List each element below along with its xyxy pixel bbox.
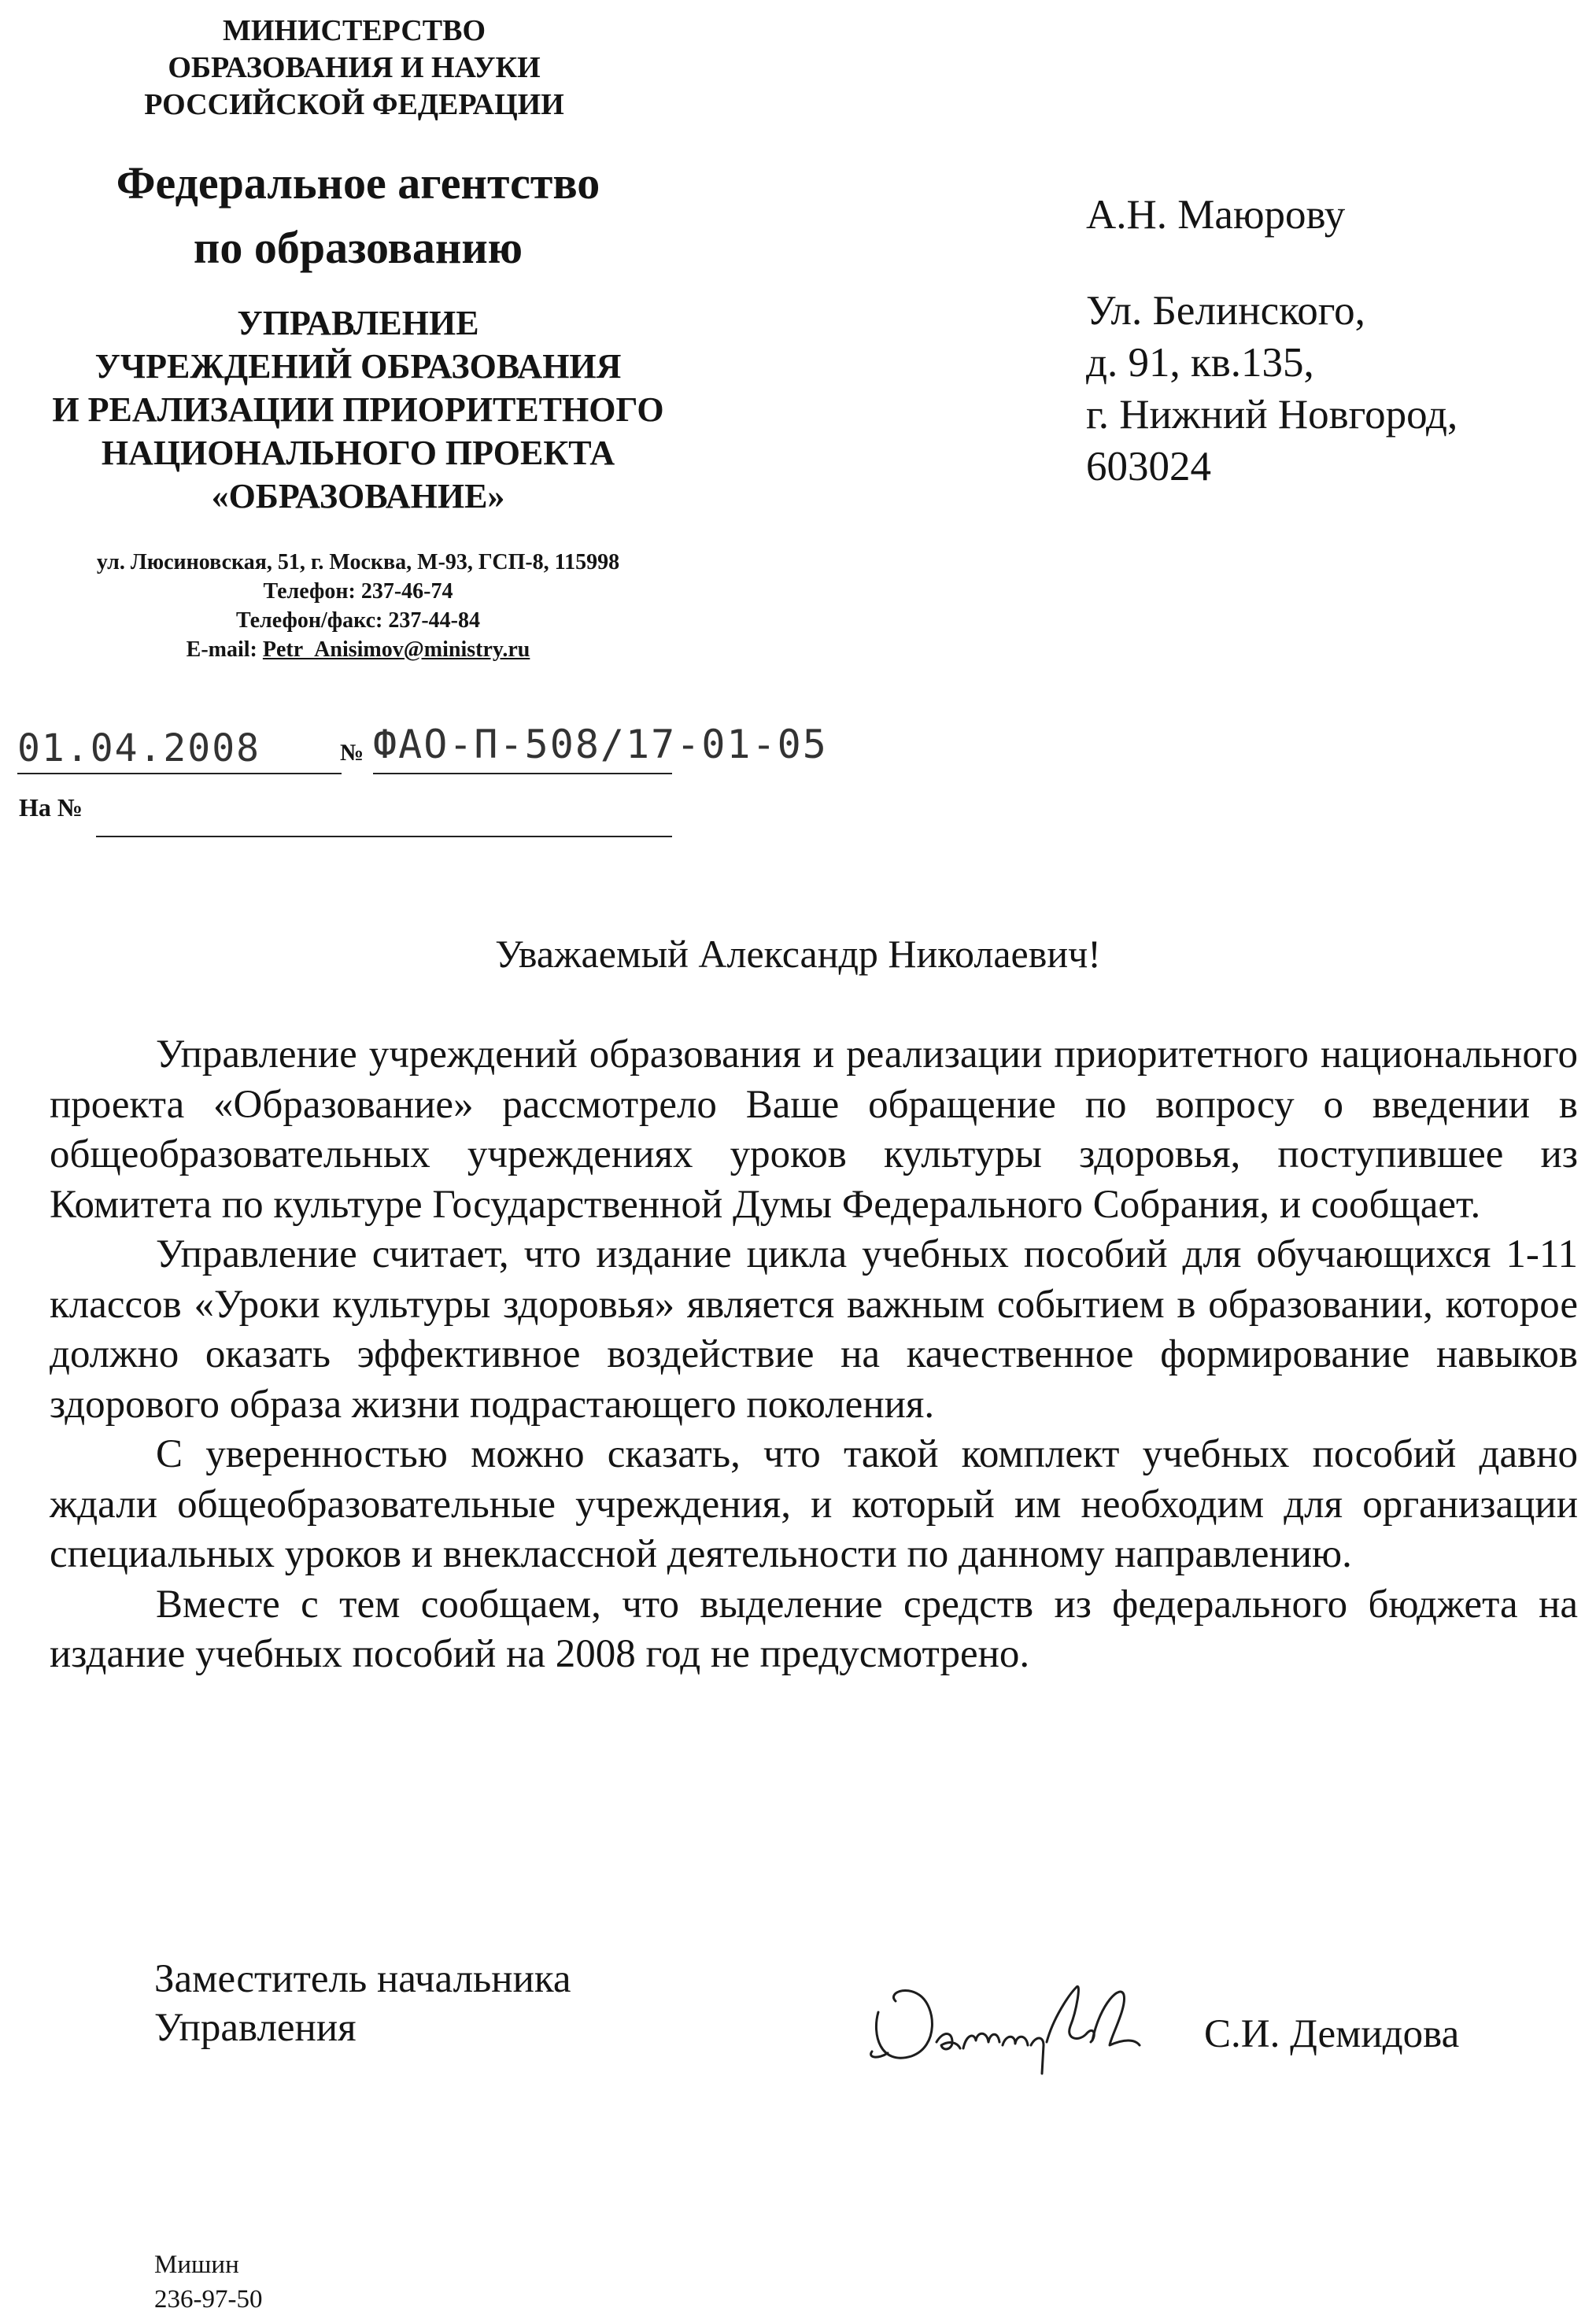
ministry-line: ОБРАЗОВАНИЯ И НАУКИ — [168, 51, 541, 84]
addressee-address-line: Ул. Белинского, — [1086, 288, 1365, 334]
number-sign: № — [340, 740, 364, 766]
body-paragraph: Управление учреждений образования и реализации приоритетного национального проекта «Образование» рассмотрело Ваше обращение по вопросу о введении в общеобразовательных учреждениях уроков культуры здоровья, поступившее из Комитета по культуре Государственной Думы Федерального Собрания, и сообщает. — [50, 1032, 1578, 1227]
email-link[interactable]: Petr_Anisimov@ministry.ru — [262, 637, 530, 662]
letterhead-agency — [47, 151, 669, 280]
letter-body — [50, 1030, 1578, 1680]
body-paragraph: С уверенностью можно сказать, что такой комплект учебных пособий давно ждали общеобразовательные учреждения, и который им необходим для организации специальных уроков и внеклассной деятельности по данному направлению. — [50, 1432, 1578, 1576]
fax-line: Телефон/факс: 237-44-84 — [235, 608, 480, 633]
executor-name: Мишин — [154, 2251, 239, 2279]
signer-title-line: Управления — [154, 2006, 357, 2050]
addressee-address-line: д. 91, кв.135, — [1086, 340, 1314, 386]
agency-line: Федеральное агентство — [116, 157, 600, 209]
body-paragraph: Вместе с тем сообщаем, что выделение средств из федерального бюджета на издание учебных пособий на 2008 год не предусмотрено. — [50, 1582, 1578, 1676]
registration-number: ФАО-П-508/17-01-05 — [373, 722, 828, 767]
department-line: И РЕАЛИЗАЦИИ ПРИОРИТЕТНОГО — [52, 390, 664, 429]
salutation: Уважаемый Александр Николаевич! — [495, 932, 1101, 976]
executor-info — [154, 2247, 262, 2317]
handwritten-signature — [864, 1963, 1226, 2081]
letterhead-department — [24, 301, 693, 518]
signer-title — [154, 1955, 571, 2052]
department-line: УПРАВЛЕНИЕ — [237, 304, 479, 342]
executor-phone: 236-97-50 — [154, 2285, 263, 2314]
signer-title-line: Заместитель начальника — [154, 1957, 571, 2001]
reference-label: На № — [19, 793, 83, 822]
ministry-line: РОССИЙСКОЙ ФЕДЕРАЦИИ — [144, 88, 564, 121]
addressee-address-line: г. Нижний Новгород, — [1086, 392, 1458, 438]
phone-line: Телефон: 237-46-74 — [263, 579, 453, 604]
email-label: E-mail: — [186, 637, 263, 662]
department-line: «ОБРАЗОВАНИЕ» — [211, 477, 505, 515]
addressee-address-line: 603024 — [1086, 444, 1211, 489]
letterhead-ministry — [118, 13, 590, 124]
registration-date: 01.04.2008 — [17, 726, 260, 770]
letterhead-contacts — [24, 548, 693, 664]
department-line: УЧРЕЖДЕНИЙ ОБРАЗОВАНИЯ — [94, 347, 622, 386]
address-line: ул. Люсиновская, 51, г. Москва, М-93, ГСП-8, 115998 — [96, 550, 620, 574]
department-line: НАЦИОНАЛЬНОГО ПРОЕКТА — [101, 434, 615, 472]
addressee-block — [1086, 189, 1574, 493]
agency-line: по образованию — [193, 222, 523, 273]
date-underline — [17, 773, 342, 774]
reference-underline — [96, 836, 672, 837]
number-underline — [373, 773, 672, 774]
ministry-line: МИНИСТЕРСТВО — [222, 14, 486, 47]
addressee-name: А.Н. Маюрову — [1086, 192, 1346, 238]
signer-name: С.И. Демидова — [1204, 2012, 1460, 2056]
email-line — [24, 635, 693, 664]
body-paragraph: Управление считает, что издание цикла учебных пособий для обучающихся 1-11 классов «Уроки культуры здоровья» является важным событием в образовании, которое должно оказать эффективное воздействие на качественное формирование навыков здорового образа жизни подрастающего поколения. — [50, 1232, 1578, 1427]
